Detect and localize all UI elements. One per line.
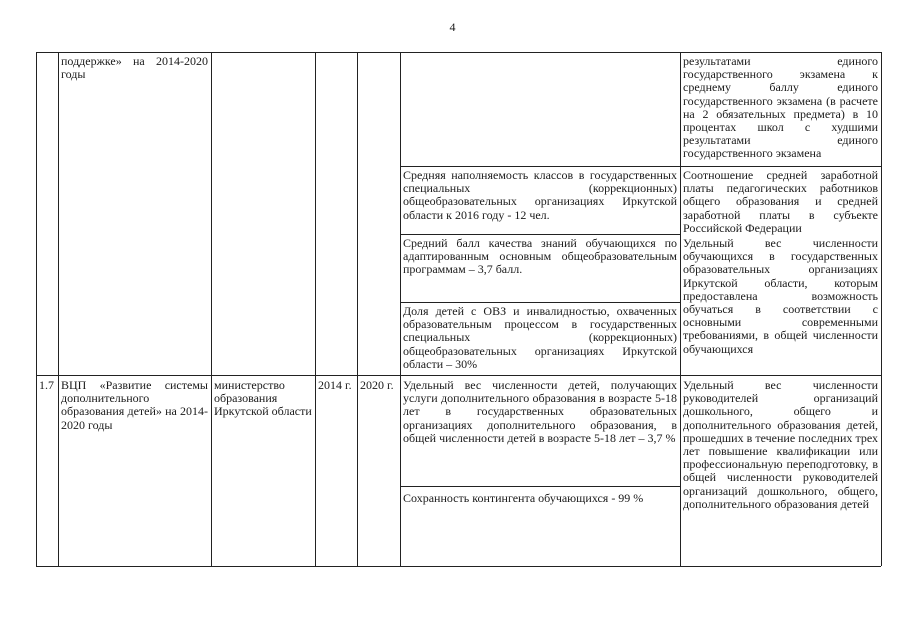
column-border <box>680 52 681 566</box>
row-1-7-top-border <box>36 375 881 376</box>
target-indicator: Удельный вес численности детей, получающих услуги дополнительного образования в возрасте 5-18 лет в государственных образовательных организациях дополнительного образования, в общей численности детей в возрасте 5-18 лет – 3,7 % <box>403 379 677 445</box>
indicator-divider <box>400 166 680 167</box>
column-border <box>36 52 37 566</box>
column-border <box>58 52 59 566</box>
result-indicator: Удельный вес численности обучающихся в государственных образовательных организациях Иркутской области, которым предоставлена возможность обучаться в соответствии с основными современными требованиями, в общей численности обучающихся <box>683 237 878 356</box>
target-indicator: Доля детей с ОВЗ и инвалидностью, охваченных образовательным процессом в государственных специальных (коррекционных) общеобразовательных организациях Иркутской области – 30% <box>403 305 677 371</box>
column-border <box>315 52 316 566</box>
responsible-executor: министерство образования Иркутской области <box>214 379 312 419</box>
result-divider <box>680 166 881 167</box>
target-indicator: Средняя наполняемость классов в государственных специальных (коррекционных) общеобразовательных организациях Иркутской области к 2016 году - 12 чел. <box>403 169 677 222</box>
table-bottom-border <box>36 566 881 567</box>
target-indicator: Средний балл качества знаний обучающихся по адаптированным основным общеобразовательным программам – 3,7 балл. <box>403 237 677 277</box>
page-number: 4 <box>449 20 456 34</box>
indicator-divider <box>400 234 680 235</box>
column-border <box>881 52 882 566</box>
end-year: 2020 г. <box>360 379 394 392</box>
target-indicator: Сохранность контингента обучающихся - 99 % <box>403 492 644 505</box>
start-year: 2014 г. <box>318 379 352 392</box>
result-indicator-continuation: результатами единого государственного экзамена к среднему баллу единого государственного экзамена (в расчете на 2 обязательных предмета) в 10 процентах школ с худшими результатами единого государственного экзамена <box>683 55 878 161</box>
result-indicator: Удельный вес численности руководителей организаций дошкольного, общего и дополнительного образования детей, прошедших в течение последних трех лет повышение квалификации или профессиональную переподготовку, в общей численности руководителей организаций дошкольного, общего, дополнительного образования детей <box>683 379 878 511</box>
column-border <box>357 52 358 566</box>
row-number: 1.7 <box>39 379 54 392</box>
column-border <box>400 52 401 566</box>
column-border <box>211 52 212 566</box>
indicator-divider <box>400 486 680 487</box>
program-name: ВЦП «Развитие системы дополнительного образования детей» на 2014-2020 годы <box>61 379 208 432</box>
result-indicator: Соотношение средней заработной платы педагогических работников общего образования и средней заработной платы в субъекте Российской Федерации <box>683 169 878 235</box>
program-name-continuation: поддержке» на 2014-2020 годы <box>61 55 208 82</box>
indicator-divider <box>400 302 680 303</box>
table-top-border <box>36 52 881 53</box>
